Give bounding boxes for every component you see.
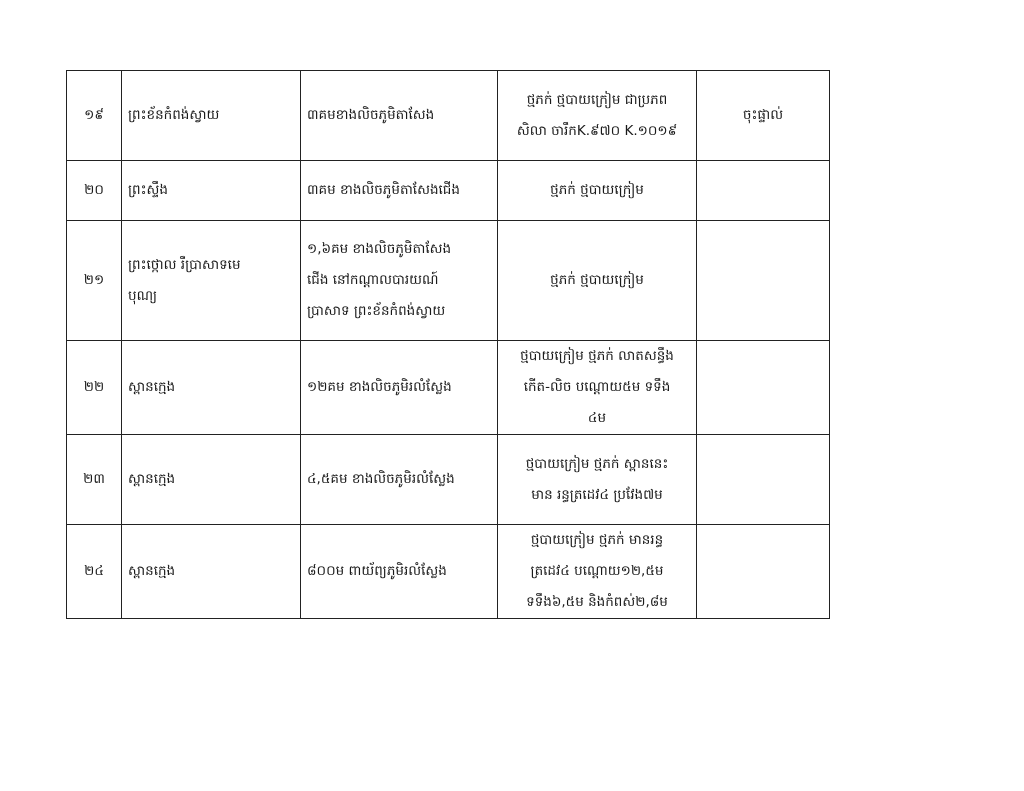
material-cell [498, 435, 697, 525]
table-row [67, 221, 830, 341]
site-name-cell [122, 71, 301, 161]
site-name: ព្រះស្ទឹង [128, 182, 168, 198]
site-location: ៣គម ខាងលិចភូមិតាសែងជើង [307, 182, 460, 198]
site-material: ថ្មភក់ ថ្មបាយក្រៀម [550, 182, 644, 198]
site-location: ៤,៥គម ខាងលិចភូមិរលំស្លែង [307, 471, 455, 487]
row-number: ២០ [84, 182, 104, 198]
note-cell [697, 221, 830, 341]
location-cell [301, 435, 498, 525]
site-location: ៨០០ម ពាយ័ព្យភូមិរលំស្លែង [307, 563, 447, 579]
site-location: ១,៦គម ខាងលិចភូមិតាសែង ជើង នៅកណ្តាលបារយណ៍ ប្រាសាទ ព្រះខ័នកំពង់ស្វាយ [307, 241, 452, 319]
row-number: ២៣ [83, 471, 105, 487]
row-number-cell [67, 161, 122, 221]
site-material: ថ្មភក់ ថ្មបាយក្រៀម [550, 272, 644, 288]
row-number-cell [67, 71, 122, 161]
location-cell [301, 525, 498, 619]
row-number: ១៩ [84, 107, 104, 123]
site-material: ថ្មភក់ ថ្មបាយក្រៀម ជាប្រភព សិលា ចារឹកK.៩៧០ K.១០១៩ [516, 91, 678, 139]
material-cell [498, 221, 697, 341]
heritage-sites-table [66, 70, 830, 619]
table-row [67, 161, 830, 221]
location-cell [301, 71, 498, 161]
site-name-cell [122, 435, 301, 525]
location-cell [301, 341, 498, 435]
site-material: ថ្មបាយក្រៀម ថ្មភក់ មានរន្ធ ត្រដេវ៤ បណ្តោយ១២,៥ម ទទឹង៦,៥ម និងកំពស់២,៨ម [526, 532, 668, 610]
row-number: ២២ [83, 379, 105, 395]
note-cell [697, 435, 830, 525]
site-name-cell [122, 525, 301, 619]
note-cell [697, 71, 830, 161]
table-row [67, 341, 830, 435]
site-note: ចុះផ្ទាល់ [742, 107, 784, 123]
location-cell [301, 221, 498, 341]
site-name: ស្ពានក្មេង [128, 563, 176, 579]
site-name-cell [122, 161, 301, 221]
site-name: ព្រះថ្កោល រឺប្រាសាទមេ បុណ្យ [128, 256, 241, 304]
row-number: ២៤ [84, 563, 104, 579]
site-name-cell [122, 221, 301, 341]
site-name: ស្ពានក្មេង [128, 379, 176, 395]
site-location: ១២គម ខាងលិចភូមិរលំស្លែង [307, 379, 452, 395]
location-cell [301, 161, 498, 221]
row-number-cell [67, 525, 122, 619]
site-material: ថ្មបាយក្រៀម ថ្មភក់ ស្ពាននេះ មាន រន្ធត្រដេវ៤ ប្រវែង៧ម [525, 455, 669, 503]
row-number-cell [67, 435, 122, 525]
table-row [67, 525, 830, 619]
note-cell [697, 525, 830, 619]
row-number-cell [67, 341, 122, 435]
note-cell [697, 341, 830, 435]
site-name: ព្រះខ័នកំពង់ស្វាយ [128, 107, 220, 123]
material-cell [498, 525, 697, 619]
site-location: ៣គមខាងលិចភូមិតាសែង [307, 107, 435, 123]
table-row [67, 71, 830, 161]
note-cell [697, 161, 830, 221]
material-cell [498, 71, 697, 161]
material-cell [498, 161, 697, 221]
row-number: ២១ [83, 272, 105, 288]
site-name: ស្ពានក្មេង [128, 471, 176, 487]
material-cell [498, 341, 697, 435]
site-material: ថ្មបាយក្រៀម ថ្មភក់ លាតសន្ធឹង កើត-លិច បណ្តោយ៥ម ទទឹង ៤ម [520, 348, 674, 426]
table-row [67, 435, 830, 525]
site-name-cell [122, 341, 301, 435]
row-number-cell [67, 221, 122, 341]
